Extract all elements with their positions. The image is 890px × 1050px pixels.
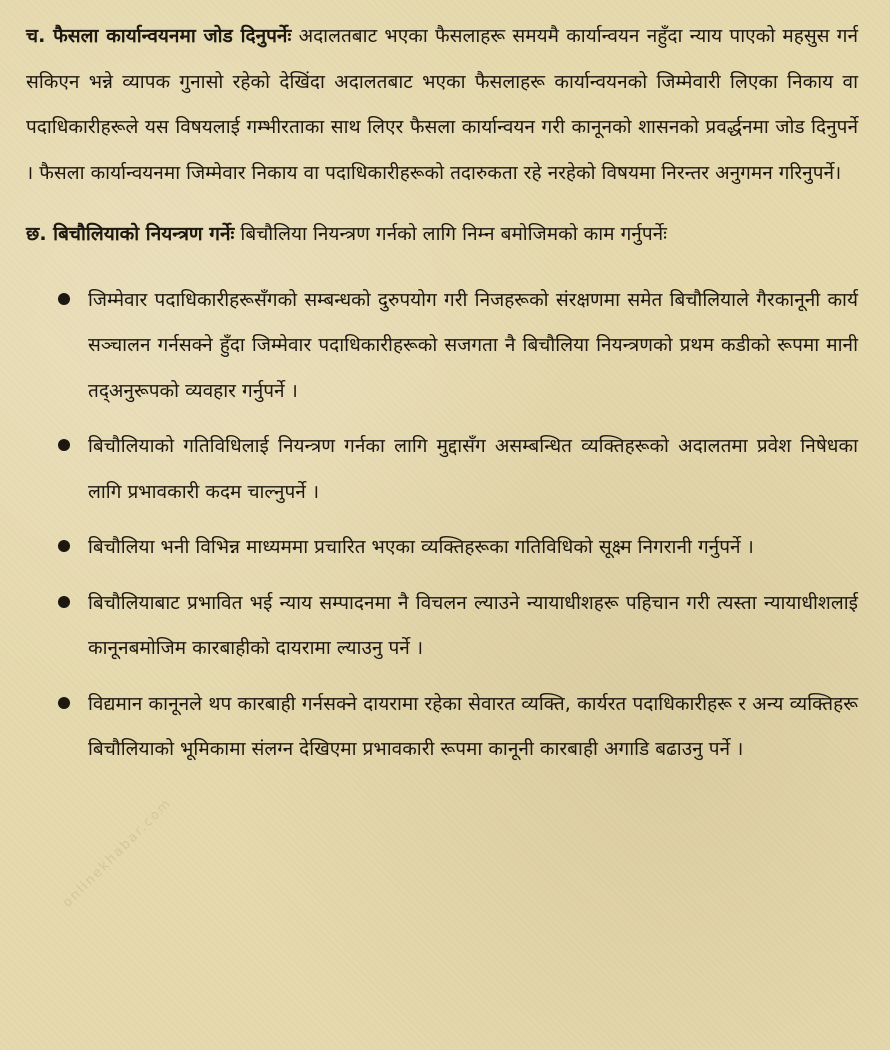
list-item bbox=[26, 278, 858, 415]
watermark: onlinekhabar.com bbox=[60, 795, 176, 911]
list-item bbox=[26, 682, 858, 773]
list-item bbox=[26, 424, 858, 515]
section-cha-body: अदालतबाट भएका फैसलाहरू समयमै कार्यान्वयन नहुँदा न्याय पाएको महसुस गर्न सकिएन भन्ने व्यापक गुनासो रहेको देखिंदा अदालतबाट भएका फैसलाहरू कार्यान्वयनको जिम्मेवारी लिएका निकाय वा पदाधिकारीहरूले यस विषयलाई गम्भीरताका साथ लिएर फैसला कार्यान्वयन गरी कानूनको शासनको प्रवर्द्धनमा जोड दिनुपर्ने । फैसला कार्यान्वयनमा जिम्मेवार निकाय वा पदाधिकारीहरूको तदारुकता रहे नरहेको विषयमा निरन्तर अनुगमन गरिनुपर्ने। bbox=[26, 25, 859, 184]
bullet-list bbox=[26, 278, 858, 773]
bullet-icon bbox=[58, 596, 70, 608]
list-item bbox=[26, 581, 858, 672]
section-chha-paragraph bbox=[26, 212, 858, 258]
list-item-text: बिचौलिया भनी विभिन्न माध्यममा प्रचारित भएका व्यक्तिहरूका गतिविधिको सूक्ष्म निगरानी गर्नुपर्ने । bbox=[88, 536, 754, 558]
document-page bbox=[26, 14, 858, 783]
section-chha-body: बिचौलिया नियन्त्रण गर्नको लागि निम्न बमोजिमको काम गर्नुपर्नेः bbox=[240, 223, 667, 245]
list-item bbox=[26, 525, 858, 571]
list-item-text: जिम्मेवार पदाधिकारीहरूसँगको सम्बन्धको दुरुपयोग गरी निजहरूको संरक्षणमा समेत बिचौलियाले गैरकानूनी कार्य सञ्चालन गर्नसक्ने हुँदा जिम्मेवार पदाधिकारीहरूको सजगता नै बिचौलिया नियन्त्रणको प्रथम कडीको रूपमा मानी तद्अनुरूपको व्यवहार गर्नुपर्ने । bbox=[88, 288, 858, 402]
section-chha-heading: छ. बिचौलियाको नियन्त्रण गर्नेः bbox=[26, 223, 235, 245]
bullet-icon bbox=[58, 439, 70, 451]
bullet-icon bbox=[58, 540, 70, 552]
list-item-text: बिचौलियाबाट प्रभावित भई न्याय सम्पादनमा नै विचलन ल्याउने न्यायाधीशहरू पहिचान गरी त्यस्ता न्यायाधीशलाई कानूनबमोजिम कारबाहीको दायरामा ल्याउनु पर्ने । bbox=[88, 591, 858, 659]
list-item-text: बिचौलियाको गतिविधिलाई नियन्त्रण गर्नका लागि मुद्दासँग असम्बन्धित व्यक्तिहरूको अदालतमा प्रवेश निषेधका लागि प्रभावकारी कदम चाल्नुपर्ने । bbox=[88, 435, 858, 503]
section-cha-heading: च. फैसला कार्यान्वयनमा जोड दिनुपर्नेः bbox=[26, 25, 292, 47]
section-cha-paragraph bbox=[26, 14, 858, 196]
bullet-icon bbox=[58, 293, 70, 305]
bullet-icon bbox=[58, 697, 70, 709]
list-item-text: विद्यमान कानूनले थप कारबाही गर्नसक्ने दायरामा रहेका सेवारत व्यक्ति, कार्यरत पदाधिकारीहरू र अन्य व्यक्तिहरू बिचौलियाको भूमिकामा संलग्न देखिएमा प्रभावकारी रूपमा कानूनी कारबाही अगाडि बढाउनु पर्ने । bbox=[88, 692, 858, 760]
